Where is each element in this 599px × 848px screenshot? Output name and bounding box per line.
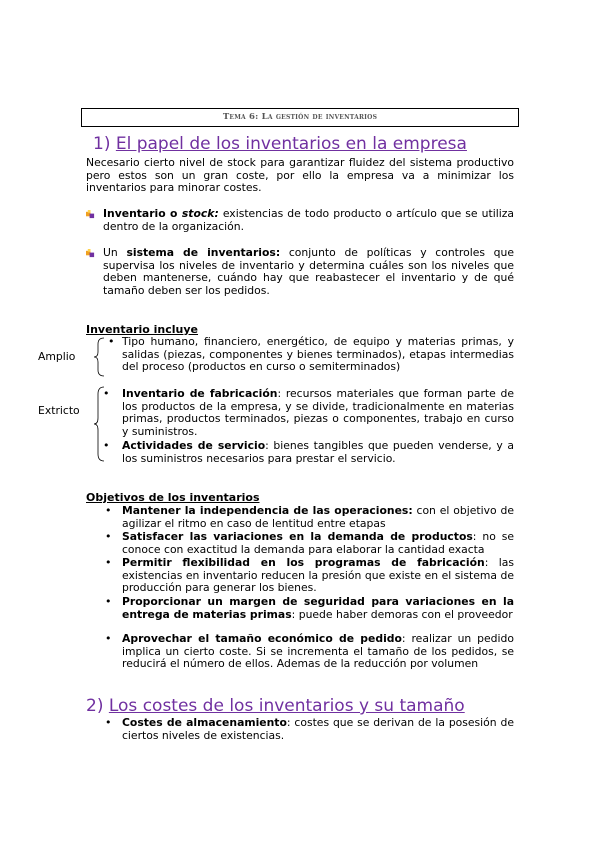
objetivo5-bold: Aprovechar el tamaño económico de pedido xyxy=(122,632,402,645)
inventario-heading: Inventario incluye xyxy=(86,323,199,336)
restricto-item2-bold: Actividades de servicio xyxy=(122,439,266,452)
section2-number: 2) xyxy=(86,696,104,716)
ornamental-bullet-icon xyxy=(86,210,95,219)
item1-bold: Inventario o xyxy=(103,207,182,220)
ornamental-bullet-icon xyxy=(86,249,95,258)
section1-intro: Necesario cierto nivel de stock para garantizar fluidez del sistema productivo pero estos son un gran coste, por ello la empresa va a minimizar los inventarios para minorar costes. xyxy=(86,156,514,195)
objetivos-heading: Objetivos de los inventarios xyxy=(86,491,260,504)
section2-item-1 xyxy=(122,717,514,742)
objetivo-item-4 xyxy=(122,596,514,621)
bullet-dot: • xyxy=(105,716,112,729)
bullet-dot: • xyxy=(103,387,110,400)
objetivo1-bold: Mantener la independencia de las operaciones: xyxy=(122,504,413,517)
bullet-dot: • xyxy=(108,335,115,348)
bullet-dot: • xyxy=(105,504,112,517)
section1-item-2 xyxy=(103,247,514,297)
objetivo2-text: : no se conoce con exactitud la demanda para elaborar la cantidad exacta xyxy=(122,530,515,556)
restricto-label: Extricto xyxy=(38,404,80,417)
item2-pre: Un xyxy=(103,246,127,259)
objetivo-item-5 xyxy=(122,633,514,671)
bullet-dot: • xyxy=(105,530,112,543)
section2-heading xyxy=(86,696,465,716)
restricto-item-1 xyxy=(122,388,514,438)
objetivo4-bold: Proporcionar un margen de seguridad para variaciones en la entrega de materias primas xyxy=(122,595,514,621)
objetivo3-text: : las existencias en inventario reducen la presión que existe en el sistema de producción para generar los bienes. xyxy=(122,556,514,595)
bullet-dot: • xyxy=(103,439,110,452)
section1-title: El papel de los inventarios en la empresa xyxy=(115,134,467,154)
item1-text: existencias de todo producto o artículo que se utiliza dentro de la organización. xyxy=(103,207,514,233)
section2-title: Los costes de los inventarios y su tamaño xyxy=(108,696,465,716)
objetivo-item-1 xyxy=(122,505,514,530)
amplio-brace xyxy=(92,337,108,377)
restricto-item-2 xyxy=(122,440,514,465)
objetivo2-bold: Satisfacer las variaciones en la demanda de productos xyxy=(122,530,473,543)
section1-number: 1) xyxy=(93,134,111,154)
bullet-dot: • xyxy=(105,595,112,608)
objetivo-item-3 xyxy=(122,557,514,595)
objetivo1-text: con el objetivo de agilizar el ritmo en caso de lentitud entre etapas xyxy=(122,504,514,530)
restricto-item2-text: : bienes tangibles que pueden venderse, y a los suministros necesarios para prestar el servicio. xyxy=(122,439,515,465)
section2-item1-bold: Costes de almacenamiento xyxy=(122,716,287,729)
page-header xyxy=(81,108,519,127)
section2-item1-text: : costes que se derivan de la posesión de ciertos niveles de existencias. xyxy=(122,716,514,742)
section1-heading xyxy=(93,134,467,154)
amplio-label: Amplio xyxy=(38,350,76,363)
bullet-dot: • xyxy=(105,632,112,645)
objetivo3-bold: Permitir flexibilidad en los programas de fabricación xyxy=(122,556,485,569)
bullet-dot: • xyxy=(105,556,112,569)
amplio-item: Tipo humano, financiero, energético, de equipo y materias primas, y salidas (piezas, componentes y bienes terminados), etapas intermedias del proceso (productos en curso o semiterminados) xyxy=(122,335,514,374)
objetivo4-text: : puede haber demoras con el proveedor xyxy=(291,607,513,621)
header-title: Tema 6: La gestión de inventarios xyxy=(222,112,378,122)
objetivo-item-2 xyxy=(122,531,514,556)
restricto-item1-bold: Inventario de fabricación xyxy=(122,387,278,400)
item1-bold-italic: stock: xyxy=(181,207,219,220)
item2-text: conjunto de políticas y controles que supervisa los niveles de inventario y determina cuáles son los niveles que deben mantenerse, cuándo hay que reabastecer el inventario y de qué tamaño deben ser los pedidos. xyxy=(103,246,514,297)
section1-item-1 xyxy=(103,208,514,233)
objetivo5-text: : realizar un pedido implica un cierto coste. Si se incrementa el tamaño de los pedidos, se reducirá el número de ellos. Ademas de la reducción por volumen xyxy=(122,632,514,671)
restricto-item1-text: : recursos materiales que forman parte de los productos de la empresa, y se divide, tradicionalmente en materias primas, productos terminados, piezas o componentes, trabajo en curso y suministros. xyxy=(122,387,515,438)
item2-bold: sistema de inventarios: xyxy=(126,246,281,259)
